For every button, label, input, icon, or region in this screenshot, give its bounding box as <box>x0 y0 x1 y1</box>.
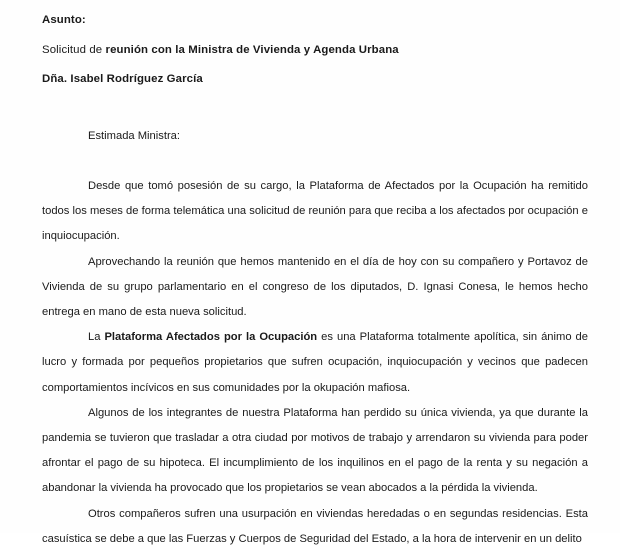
request-line <box>42 36 588 66</box>
salutation: Estimada Ministra: <box>88 130 181 142</box>
paragraph-2: Aprovechando la reunión que hemos mantenido en el día de hoy con su compañero y Portavoz de Vivienda de su grupo parlamentario en el congreso de los diputados, D. Ignasi Conesa, le hemos hecho entrega en mano de esta nueva solicitud. <box>42 255 588 319</box>
request-line-bold: reunión con la Ministra de Vivienda y Agenda Urbana <box>105 43 399 56</box>
body-block <box>42 124 588 552</box>
paragraph-3 <box>42 325 588 401</box>
heading-block <box>42 6 588 95</box>
recipient-name: Dña. Isabel Rodríguez García <box>42 73 203 85</box>
request-line-prefix: Solicitud de <box>42 43 106 56</box>
paragraph-3-prefix: La <box>88 331 105 344</box>
paragraph-4: Algunos de los integrantes de nuestra Plataforma han perdido su única vivienda, ya que durante la pandemia se tuvieron que trasladar a otra ciudad por motivos de trabajo y arrendaron su vivienda para poder afrontar el pago de su hipoteca. El incumplimiento de los inquilinos en el pago de la renta y su negación a abandonar la vivienda ha provocado que los propietarios se vean abocados a la pérdida la vivienda. <box>42 406 588 495</box>
paragraph-3-bold-organization: Plataforma Afectados por la Ocupación <box>104 331 318 344</box>
subject-label: Asunto: <box>42 14 86 26</box>
paragraph-1: Desde que tomó posesión de su cargo, la Plataforma de Afectados por la Ocupación ha remitido todos los meses de forma telemática una solicitud de reunión para que reciba a los afectados por ocupación e inquiocupación. <box>42 180 588 243</box>
paragraph-5: Otros compañeros sufren una usurpación en viviendas heredadas o en segundas residencias. Esta casuística se debe a que las Fuerzas y Cuerpos de Seguridad del Estado, a la hora de intervenir en un delito <box>42 507 588 545</box>
paragraph-3-suffix: es una Plataforma totalmente apolítica, sin ánimo de lucro y formada por pequeños propietarios que sufren ocupación, inquiocupación y vecinos que padecen comportamientos incívicos en sus comunidades por la okupación mafiosa. <box>42 331 588 394</box>
